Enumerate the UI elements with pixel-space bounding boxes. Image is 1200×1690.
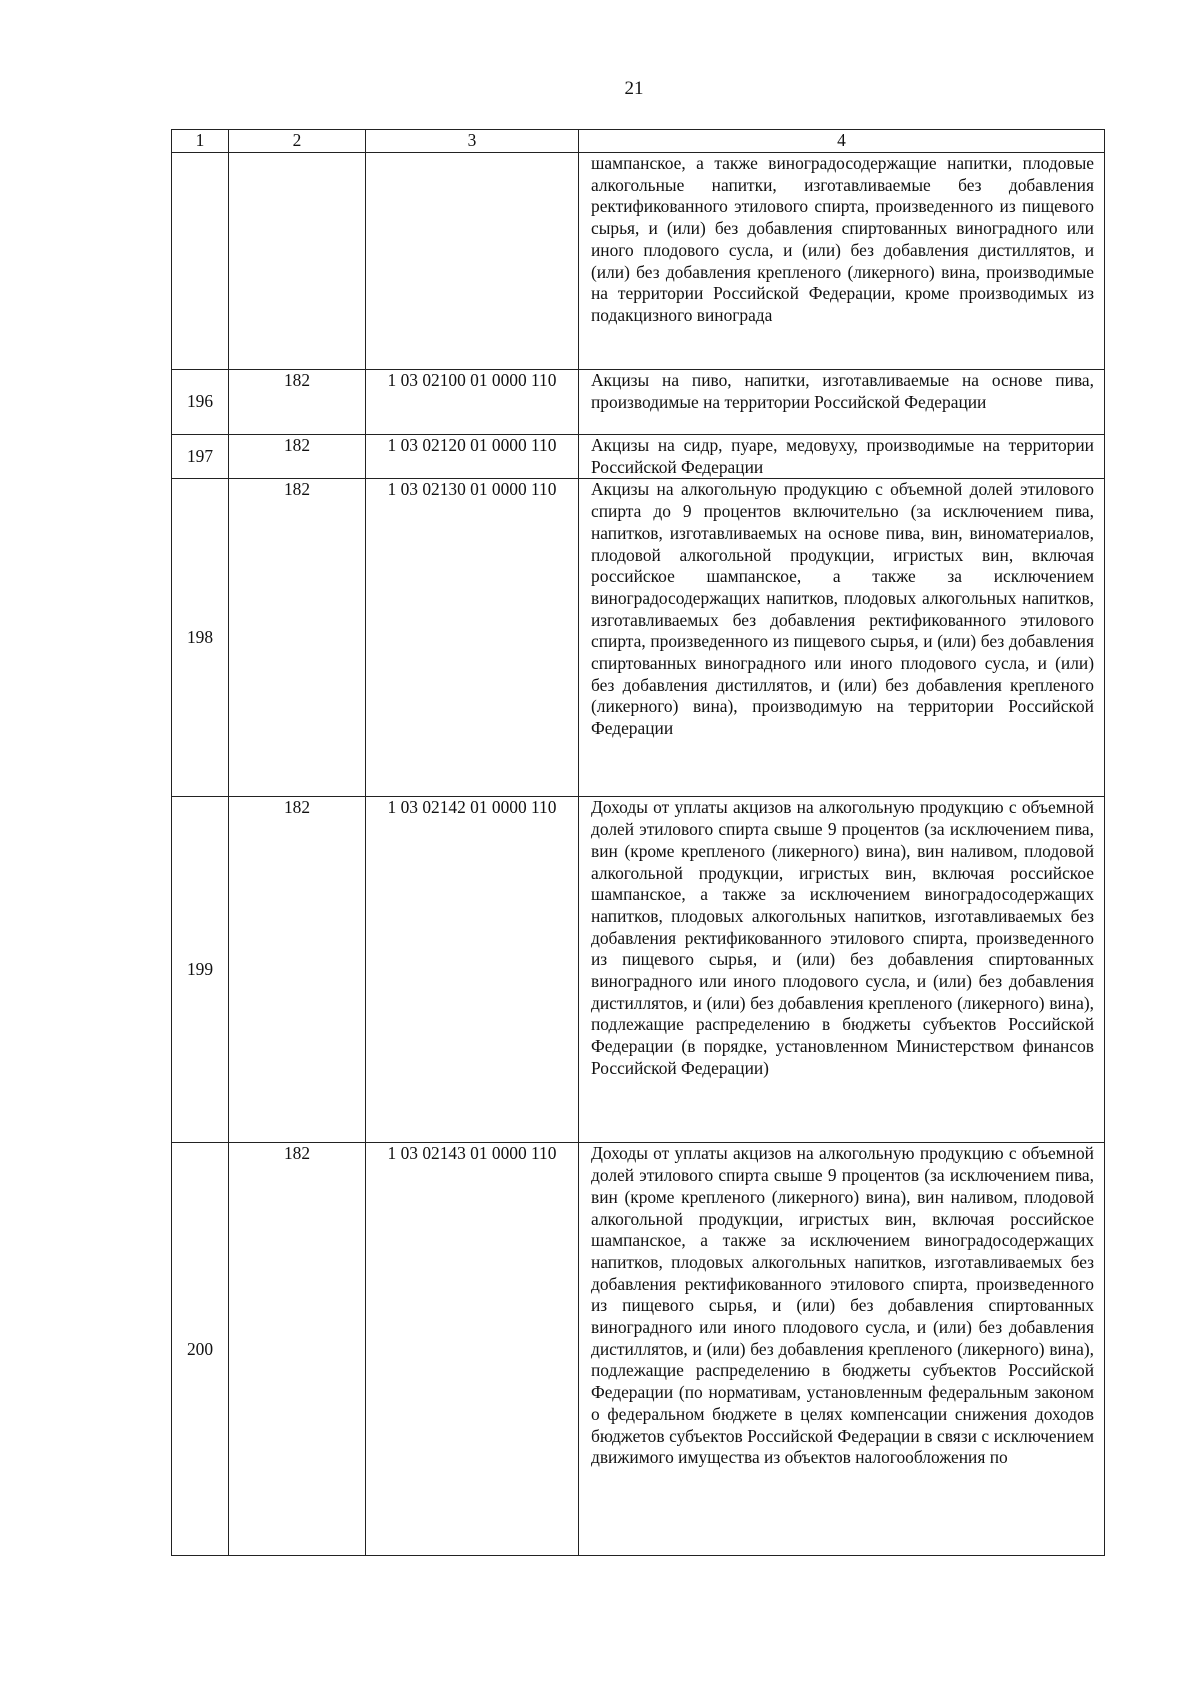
revenue-description <box>579 479 1105 797</box>
revenue-description <box>579 435 1105 479</box>
admin-code: 182 <box>229 370 366 435</box>
table-row <box>172 435 1105 479</box>
revenue-classification-table <box>171 129 1105 1556</box>
revenue-description <box>579 1143 1105 1556</box>
page-number: 21 <box>624 78 644 99</box>
revenue-description-text: Акцизы на сидр, пуаре, медовуху, производимые на территории Российской Федерации <box>591 435 1094 477</box>
table-row <box>172 153 1105 370</box>
row-number: 199 <box>172 797 229 1143</box>
revenue-description <box>579 370 1105 435</box>
admin-code: 182 <box>229 479 366 797</box>
table-row <box>172 1143 1105 1556</box>
budget-classification-code <box>366 153 579 370</box>
budget-classification-code: 1 03 02130 01 0000 110 <box>366 479 579 797</box>
header-col-1: 1 <box>172 130 229 153</box>
table-row <box>172 370 1105 435</box>
row-number <box>172 153 229 370</box>
budget-classification-code: 1 03 02142 01 0000 110 <box>366 797 579 1143</box>
budget-classification-code: 1 03 02100 01 0000 110 <box>366 370 579 435</box>
revenue-description-text: Доходы от уплаты акцизов на алкогольную продукцию с объемной долей этилового спирта свыше 9 процентов (за исключением пива, вин (кроме крепленого (ликерного) вина), вин наливом, плодовой алкогольной продукции, игристых вин, включая российское шампанское, а также за исключением виноградосодержащих напитков, плодовых алкогольных напитков, изготавливаемых без добавления ректификованного этилового спирта, произведенного из пищевого сырья, и (или) без добавления спиртованных виноградного или иного плодового сусла, и (или) без добавления дистиллятов, и (или) без добавления крепленого (ликерного) вина), подлежащие распределению в бюджеты субъектов Российской Федерации (по нормативам, установленным федеральным законом о федеральном бюджете в целях компенсации снижения доходов бюджетов субъектов Российской Федерации в связи с исключением движимого имущества из объектов налогообложения по <box>591 1143 1094 1468</box>
revenue-description-text: шампанское, а также виноградосодержащие напитки, плодовые алкогольные напитки, изготавливаемые без добавления ректификованного этилового спирта, произведенного из пищевого сырья, и (или) без добавления спиртованных виноградного или иного плодового сусла, и (или) без добавления дистиллятов, и (или) без добавления крепленого (ликерного) вина, производимые на территории Российской Федерации, кроме производимых из подакцизного винограда <box>591 153 1094 325</box>
admin-code: 182 <box>229 435 366 479</box>
row-number: 200 <box>172 1143 229 1556</box>
row-number: 198 <box>172 479 229 797</box>
revenue-description-text: Акцизы на алкогольную продукцию с объемной долей этилового спирта до 9 процентов включительно (за исключением пива, напитков, изготавливаемых на основе пива, вин, виноматериалов, плодовой алкогольной продукции, игристых вин, включая российское шампанское, а также за исключением виноградосодержащих напитков, плодовых алкогольных напитков, изготавливаемых без добавления ректификованного этилового спирта, произведенного из пищевого сырья, и (или) без добавления спиртованных виноградного или иного плодового сусла, и (или) без добавления дистиллятов, и (или) без добавления крепленого (ликерного) вина), производимую на территории Российской Федерации <box>591 479 1094 739</box>
header-col-3: 3 <box>366 130 579 153</box>
revenue-description <box>579 797 1105 1143</box>
row-number: 196 <box>172 370 229 435</box>
table-row <box>172 797 1105 1143</box>
revenue-description <box>579 153 1105 370</box>
table-row <box>172 479 1105 797</box>
row-number: 197 <box>172 435 229 479</box>
header-row <box>172 130 1105 153</box>
revenue-description-text: Акцизы на пиво, напитки, изготавливаемые на основе пива, производимые на территории Российской Федерации <box>591 370 1094 412</box>
revenue-description-text: Доходы от уплаты акцизов на алкогольную продукцию с объемной долей этилового спирта свыше 9 процентов (за исключением пива, вин (кроме крепленого (ликерного) вина), вин наливом, плодовой алкогольной продукции, игристых вин, включая российское шампанское, а также за исключением виноградосодержащих напитков, плодовых алкогольных напитков, изготавливаемых без добавления ректификованного этилового спирта, произведенного из пищевого сырья, и (или) без добавления спиртованных виноградного или иного плодового сусла, и (или) без добавления дистиллятов, и (или) без добавления крепленого (ликерного) вина), подлежащие распределению в бюджеты субъектов Российской Федерации (в порядке, установленном Министерством финансов Российской Федерации) <box>591 797 1094 1078</box>
budget-classification-code: 1 03 02120 01 0000 110 <box>366 435 579 479</box>
header-col-4: 4 <box>579 130 1105 153</box>
header-col-2: 2 <box>229 130 366 153</box>
admin-code <box>229 153 366 370</box>
admin-code: 182 <box>229 797 366 1143</box>
budget-classification-code: 1 03 02143 01 0000 110 <box>366 1143 579 1556</box>
admin-code: 182 <box>229 1143 366 1556</box>
